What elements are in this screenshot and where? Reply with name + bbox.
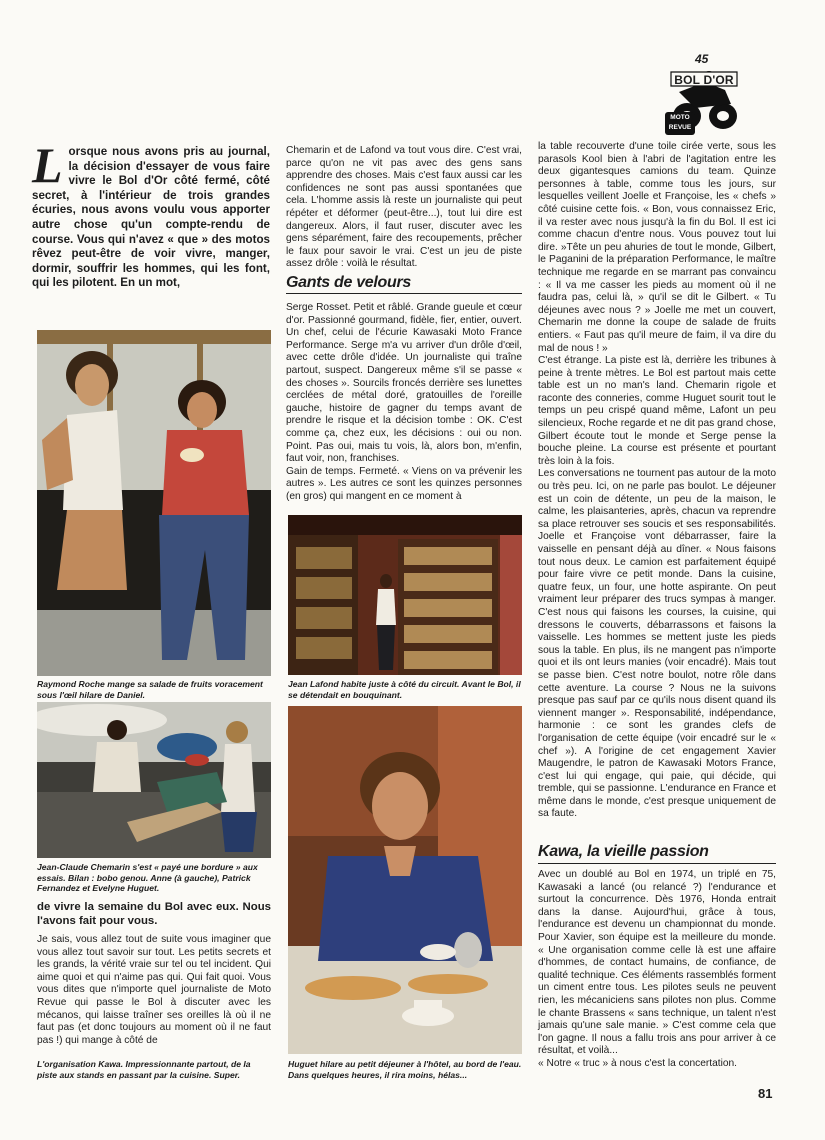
heading-gants-de-velours: Gants de velours	[286, 274, 412, 291]
heading-kawa-vieille-passion: Kawa, la vieille passion	[538, 843, 709, 860]
col3-paragraph-2: C'est étrange. La piste est là, derrière les tribunes à peine à trente mètres. Le Bol est partout mais cette table est un no man's land. Chemarin rigole et raconte des conneries, comme Huguet sourit tout le temps un peu crispé quand même, Lafont un peu silencieux, Roche regarde et ne dit pas grand chose, Gilbert écoute tout le monde et Serge pense la bouche pleine. La course est présente et pourtant très loin à la fois.	[538, 355, 776, 467]
page-number: 81	[758, 1086, 773, 1101]
heading-rule-2	[538, 863, 776, 864]
lede-text: orsque nous avons pris au journal, la décision d'essayer de vous faire vivre le Bol d'Or côté fermé, côté secret, à l'intérieur de trois grandes écuries, nous avons voulu vous apporter autre chose qu'un compte-rendu de course. Vous qui n'avez « que » des motos rêvez peut-être de voir vivre, manger, dormir, souffrir les hommes, qui les font, qui les pilotent. En un mot,	[32, 145, 270, 290]
bol-dor-logo	[665, 52, 743, 136]
badge-line-2: REVUE	[668, 124, 692, 131]
col3-text-bottom	[538, 869, 776, 1071]
caption-bottom-left: L'organisation Kawa. Impressionnante partout, de la piste aux stands en passant par la cuisine. Super.	[37, 1059, 251, 1080]
dropcap: L	[32, 137, 63, 193]
caption-photo-3: Jean Lafond habite juste à côté du circuit. Avant le Bol, il se détendait en bouquinant.	[288, 679, 521, 700]
photo-chemarin-table	[37, 702, 271, 858]
col1-paragraph: Je sais, vous allez tout de suite vous imaginer que vous allez tout savoir sur tout. Les petits secrets et les grands, la vérité vraie sur tel ou tel incident. Qui aime quoi et qui n'aime pas qui. Qui fait quoi. Vous vous dites que n'importe quel journaliste de Moto Revue qui passe le Bol à discuter avec les mécanos, qui laisse traîner ses oreilles là où il ne faut pas (et donc toujours au moment où il ne faut pas !) qui mange à côté de	[37, 934, 271, 1046]
col3-paragraph-5: « Notre « truc » à nous c'est la concertation.	[538, 1057, 738, 1069]
logo-title: BOL D'OR	[674, 73, 734, 87]
col3-text-top	[538, 141, 776, 821]
photo-huguet-breakfast	[288, 706, 522, 1054]
col3-paragraph-1: la table recouverte d'une toile cirée verte, sous les parasols Kool bien à l'abri de l'agitation entre les deux gigantesques camions du team. Quinze personnes à table, comme tous les jours, sur lesquelles veillent Joelle et Françoise, les « chefs » côté cuisine cette fois. « Bon, vous connaissez Eric, il va rester avec nous jusqu'à la fin du Bol. Il est ici comme chacun d'entre nous. Vous pouvez tout lui dire. »Tête un peu ahuries de tout le monde, Gilbert, le Paganini de la préparation Performance, le maître technique me regarde en se marrant pas convaincu : « Il va me casser les pieds au moment où il ne faudra pas, celui là, » qu'il se dit le Gilbert. « Tu déjeunes avec nous ? » Joelle me met un couvert, Chemarin me donne la coupe de salade de fruits entiers. « Faut pas qu'il meure de faim, il va dire du mal de nous ! »	[538, 141, 776, 354]
col2-p1	[286, 302, 522, 504]
photo-roche-daniel	[37, 330, 271, 676]
col1-bold-continuation: de vivre la semaine du Bol avec eux. Nous l'avons fait pour vous.	[37, 901, 271, 927]
badge-line-1: MOTO	[670, 114, 690, 121]
logo-number: 45	[695, 52, 709, 66]
col3-paragraph-4: Avec un doublé au Bol en 1974, un triplé en 75, Kawasaki a lancé (ou relancé ?) l'endurance et surtout la concurrence. Dès 1976, Honda entrait dans la danse. Aujourd'hui, grâce à tous, l'endurance est devenu un championnat du monde. Pour Xavier, son équipe est la meilleure du monde. « Une organisation comme celle là est une affaire d'hommes, de contact humains, de confiance, de qualité technique. Ces éléments rassemblés forment un ciment entre tous. Les pilotes seuls ne peuvent rien, les mécaniciens sans pilotes non plus. Comme le chante Brassens « sans technique, un talent n'est jamais qu'une sale manie. » C'est comme cela que l'on gagne. Il nous a fallu trois ans pour arriver à ce résultat, et voilà...	[538, 869, 776, 1057]
col2-paragraph-2: Gain de temps. Fermeté. « Viens on va prévenir les autres ». Les autres ce sont les quinzes personnes (en gros) qui mangent en ce moment à	[286, 465, 522, 502]
lede-paragraph	[32, 137, 270, 291]
heading-rule-1	[286, 293, 522, 294]
moto-revue-badge	[665, 112, 695, 135]
caption-photo-4: Huguet hilare au petit déjeuner à l'hôtel, au bord de l'eau. Dans quelques heures, il rira moins, hélas...	[288, 1059, 522, 1080]
photo-lafond-books	[288, 515, 522, 675]
caption-photo-1: Raymond Roche mange sa salade de fruits voracement sous l'œil hilare de Daniel.	[37, 679, 263, 700]
caption-photo-2: Jean-Claude Chemarin s'est « payé une bordure » aux essais. Bilan : bobo genou. Anne (à gauche), Patrick Fernandez et Evelyne Huguet.	[37, 862, 258, 894]
col2-paragraph-1: Serge Rosset. Petit et râblé. Grande gueule et cœur d'or. Passionné gourmand, fidèle, fier, entier, ouvert. Un chef, celui de l'écurie Kawasaki Moto France Performance. Serge m'a vu arriver d'un drôle d'œil, avec cette drôle d'idée. Un journaliste qui traîne partout, suspect. Dangereux même s'il se passe « des choses ». Sourcils froncés derrière ses lunettes cerclées de métal doré, gratouilles de l'oreille gauche, histoire de gagner du temps avant de prendre le risque et la décision tombe : OK. C'est comme ça, chez eux, les décisions : oui ou non. Point. Pas oui, mais tu vois, là, alors bon, m'enfin, faut voir, non, franchises.	[286, 302, 522, 465]
col3-paragraph-3: Les conversations ne tournent pas autour de la moto ou très peu. Ici, on ne parle pas boulot. Le déjeuner est un coin de détente, un peu de la maison, le calme, les plaisanteries, après, chacun va reprendre sa place retrouver ses soucis et ses responsabilités. Joelle et Françoise vont débarrasser, faire la vaisselle en pensant déjà au dîner. « Nous faisons tout nous deux. Le camion est parfaitement équipé pour faire vivre ce petit monde. Dans la cuisine, quatre feux, un four, une hotte aspirante. On peut vraiment leur préparer des trucs sympas à manger. C'est nous qui faisons les courses, la cuisine, qui dressons le couverts, débarrassons et faisons la vaisselle. Les hommes se mettent juste les pieds sous la table. En plus, ils ne mangent pas n'importe quoi et ils ont leurs manies (voir encadré). Mais tout se passe bien. C'est notre boulot, notre rôle dans cette aventure. La course ? Nous ne la suivons presque pas sauf par ce qu'ils nous disent quand ils viennent manger ». Responsabilité, indépendance, harmonie : ce sont les grandes clefs de l'organisation de cette équipe (voir encadré sur le « chef »). A l'origine de cet engagement Xavier Maugendre, le patron de Kawasaki Motors France, c'est lui qui engage, qui paie, qui décide, qui tremble, qui se passionne. L'endurance en France et même dans le monde, c'est presque uniquement de sa faute.	[538, 468, 776, 820]
col2-intro: Chemarin et de Lafond va tout vous dire. C'est vrai, parce qu'on ne vit pas avec des gens sans apprendre des choses. Mais c'est faux aussi car les confidences ne sont pas aussi spontanées que cela. L'homme assis là reste un journaliste qui peut répéter et déformer (peut-être...), tout lui dire est dangereux. Alors, il faut ruser, discuter avec les gens séparément, faire des recoupements, prêcher le faux pour savoir le vrai. C'est un jeu de piste assez drôle : voilà le résultat.	[286, 145, 522, 270]
